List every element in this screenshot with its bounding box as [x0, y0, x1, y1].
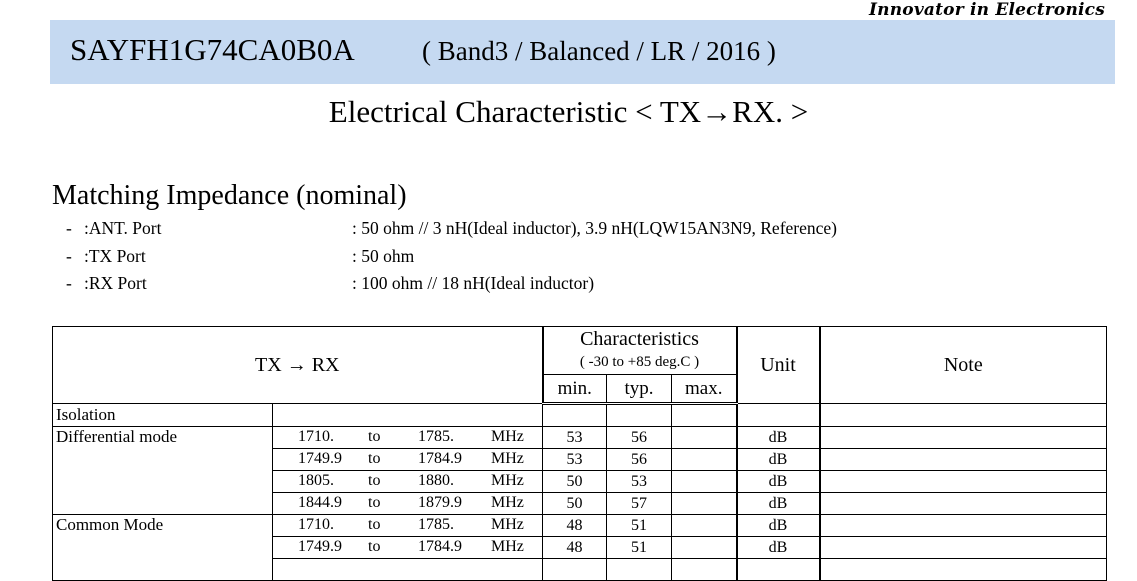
note-header: Note — [820, 327, 1107, 404]
max-value — [672, 449, 737, 471]
freq-unit: MHz — [491, 472, 524, 489]
note-value — [820, 427, 1107, 449]
min-value: 53 — [543, 449, 607, 471]
freq-unit: MHz — [491, 428, 524, 445]
brand-tagline: Innovator in Electronics — [869, 0, 1105, 20]
freq-from: 1710. — [298, 516, 334, 533]
unit-value: dB — [737, 515, 820, 537]
freq-end: 1880. — [418, 472, 454, 489]
freq-from: 1844.9 — [298, 494, 342, 511]
freq-to: to — [368, 472, 381, 489]
empty-cell — [672, 559, 737, 581]
frequency-range — [273, 427, 543, 449]
min-header: min. — [543, 375, 607, 404]
typ-value: 53 — [607, 471, 672, 493]
port-value: : 100 ohm // 18 nH(Ideal inductor) — [352, 273, 595, 293]
max-value — [672, 493, 737, 515]
unit-value: dB — [737, 537, 820, 559]
section-label-isolation: Isolation — [53, 404, 273, 427]
matching-impedance-title: Matching Impedance (nominal) — [52, 180, 407, 211]
freq-from: 1749.9 — [298, 450, 342, 467]
empty-cell — [273, 559, 543, 581]
max-value — [672, 471, 737, 493]
port-name: :ANT. Port — [84, 218, 162, 238]
document-title: Electrical Characteristic < TX→RX. > — [328, 94, 809, 129]
category-differential-mode: Differential mode — [53, 427, 273, 515]
isolation-spec-table — [52, 326, 1107, 581]
empty-cell — [737, 404, 820, 427]
empty-cell — [672, 404, 737, 427]
unit-value: dB — [737, 471, 820, 493]
unit-header: Unit — [737, 327, 820, 404]
max-value — [672, 515, 737, 537]
freq-from: 1710. — [298, 428, 334, 445]
frequency-range — [273, 493, 543, 515]
characteristics-header: Characteristics — [543, 327, 737, 351]
empty-cell — [820, 559, 1107, 581]
note-value — [820, 537, 1107, 559]
note-value — [820, 493, 1107, 515]
temperature-range: ( -30 to +85 deg.C ) — [543, 351, 737, 375]
max-value — [672, 537, 737, 559]
freq-from: 1749.9 — [298, 538, 342, 555]
typ-header: typ. — [607, 375, 672, 404]
max-header: max. — [672, 375, 737, 404]
empty-cell — [273, 404, 543, 427]
freq-end: 1785. — [418, 428, 454, 445]
freq-end: 1879.9 — [418, 494, 462, 511]
freq-unit: MHz — [491, 516, 524, 533]
port-dash: - — [66, 246, 72, 266]
min-value: 50 — [543, 493, 607, 515]
port-name: :RX Port — [84, 273, 147, 293]
empty-cell — [607, 559, 672, 581]
min-value: 48 — [543, 537, 607, 559]
frequency-range — [273, 449, 543, 471]
category-common-mode: Common Mode — [53, 515, 273, 581]
empty-cell — [543, 404, 607, 427]
freq-to: to — [368, 428, 381, 445]
typ-value: 51 — [607, 537, 672, 559]
empty-cell — [737, 559, 820, 581]
typ-value: 57 — [607, 493, 672, 515]
freq-to: to — [368, 494, 381, 511]
port-dash: - — [66, 273, 72, 293]
empty-cell — [607, 404, 672, 427]
freq-end: 1785. — [418, 516, 454, 533]
unit-value: dB — [737, 449, 820, 471]
freq-unit: MHz — [491, 494, 524, 511]
freq-unit: MHz — [491, 538, 524, 555]
typ-value: 56 — [607, 449, 672, 471]
tx-rx-header: TX → RX — [53, 327, 543, 404]
freq-to: to — [368, 538, 381, 555]
unit-value: dB — [737, 493, 820, 515]
min-value: 50 — [543, 471, 607, 493]
empty-cell — [543, 559, 607, 581]
frequency-range — [273, 537, 543, 559]
port-name: :TX Port — [84, 246, 146, 266]
header-band — [50, 20, 1115, 84]
frequency-range — [273, 471, 543, 493]
freq-to: to — [368, 516, 381, 533]
min-value: 53 — [543, 427, 607, 449]
part-description: ( Band3 / Balanced / LR / 2016 ) — [422, 36, 776, 66]
note-value — [820, 515, 1107, 537]
note-value — [820, 449, 1107, 471]
freq-unit: MHz — [491, 450, 524, 467]
frequency-range — [273, 515, 543, 537]
typ-value: 51 — [607, 515, 672, 537]
empty-cell — [820, 404, 1107, 427]
port-dash: - — [66, 218, 72, 238]
max-value — [672, 427, 737, 449]
port-value: : 50 ohm // 3 nH(Ideal inductor), 3.9 nH(LQW15AN3N9, Reference) — [352, 218, 838, 238]
typ-value: 56 — [607, 427, 672, 449]
part-number: SAYFH1G74CA0B0A — [70, 32, 355, 67]
port-value: : 50 ohm — [352, 246, 415, 266]
freq-end: 1784.9 — [418, 538, 462, 555]
freq-end: 1784.9 — [418, 450, 462, 467]
note-value — [820, 471, 1107, 493]
freq-to: to — [368, 450, 381, 467]
min-value: 48 — [543, 515, 607, 537]
freq-from: 1805. — [298, 472, 334, 489]
unit-value: dB — [737, 427, 820, 449]
